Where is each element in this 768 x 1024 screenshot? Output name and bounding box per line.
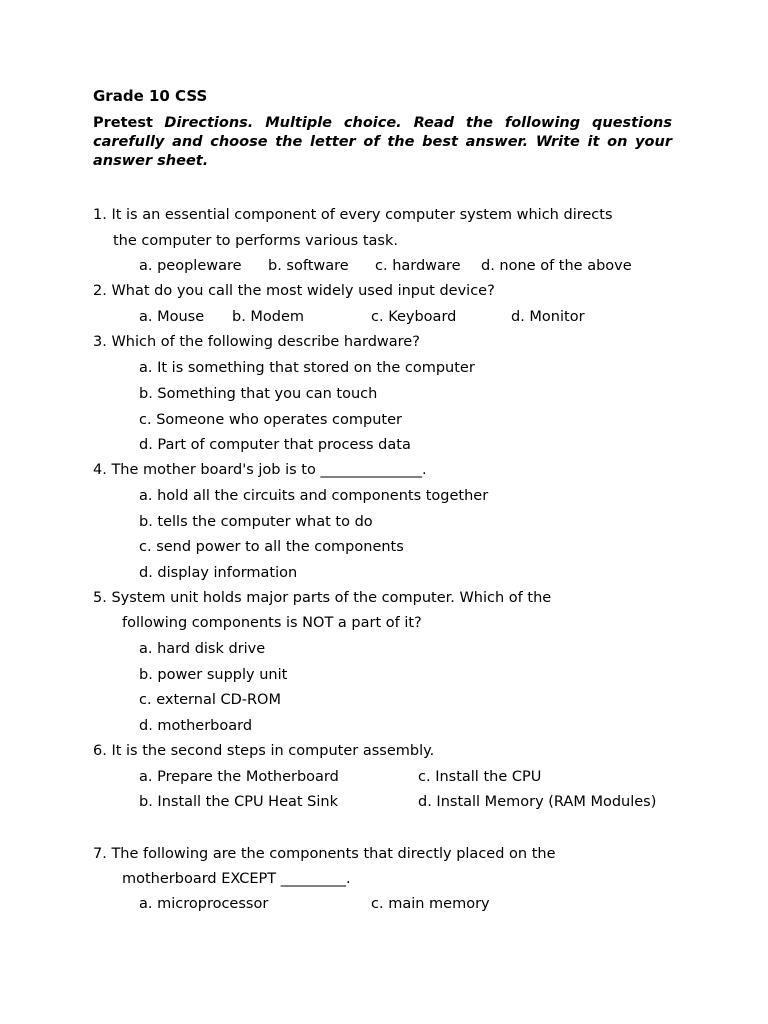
question-1-option-d: d. none of the above [481, 258, 632, 274]
question-3-option-a: a. It is something that stored on the computer [139, 360, 475, 376]
question-4-option-b: b. tells the computer what to do [139, 514, 373, 530]
question-5-option-b: b. power supply unit [139, 667, 288, 683]
directions-text: Directions. Multiple choice. Read the following questions carefully and choose the letter of the best answer. Write it on your answer sheet. [93, 115, 672, 169]
question-3-option-b: b. Something that you can touch [139, 386, 378, 402]
question-2-line-1: 2. What do you call the most widely used input device? [93, 283, 495, 299]
question-4-option-a: a. hold all the circuits and components together [139, 488, 489, 504]
question-1-line-2: the computer to performs various task. [113, 233, 398, 249]
question-3-option-c: c. Someone who operates computer [139, 412, 402, 428]
question-1-option-b: b. software [268, 258, 349, 274]
question-6-line-1: 6. It is the second steps in computer assembly. [93, 743, 435, 759]
question-7-option-a: a. microprocessor [139, 896, 269, 912]
question-5-option-c: c. external CD-ROM [139, 692, 281, 708]
question-4-option-c: c. send power to all the components [139, 539, 404, 555]
question-5-option-d: d. motherboard [139, 718, 253, 734]
question-2-option-c: c. Keyboard [371, 309, 457, 325]
question-4-option-d: d. display information [139, 565, 298, 581]
question-2-option-d: d. Monitor [511, 309, 585, 325]
question-7-line-2: motherboard EXCEPT _________. [122, 871, 351, 887]
question-3-line-1: 3. Which of the following describe hardware? [93, 334, 420, 350]
document-title: Grade 10 CSS [93, 87, 208, 105]
question-6-option-b: b. Install the CPU Heat Sink [139, 794, 338, 810]
question-2-option-b: b. Modem [232, 309, 305, 325]
question-5-line-1: 5. System unit holds major parts of the computer. Which of the [93, 590, 552, 606]
question-4-line-1: 4. The mother board's job is to ______________. [93, 462, 427, 478]
question-1-option-c: c. hardware [375, 258, 461, 274]
question-6-option-d: d. Install Memory (RAM Modules) [418, 794, 657, 810]
question-1-line-1: 1. It is an essential component of every computer system which directs [93, 207, 613, 223]
question-7-line-1: 7. The following are the components that directly placed on the [93, 846, 556, 862]
question-5-option-a: a. hard disk drive [139, 641, 266, 657]
question-6-option-c: c. Install the CPU [418, 769, 542, 785]
question-2-option-a: a. Mouse [139, 309, 205, 325]
question-6-option-a: a. Prepare the Motherboard [139, 769, 339, 785]
question-3-option-d: d. Part of computer that process data [139, 437, 411, 453]
question-7-option-c: c. main memory [371, 896, 490, 912]
question-1-option-a: a. peopleware [139, 258, 242, 274]
directions-block [93, 114, 672, 171]
question-5-line-2: following components is NOT a part of it? [122, 615, 422, 631]
pretest-label: Pretest [93, 115, 153, 131]
